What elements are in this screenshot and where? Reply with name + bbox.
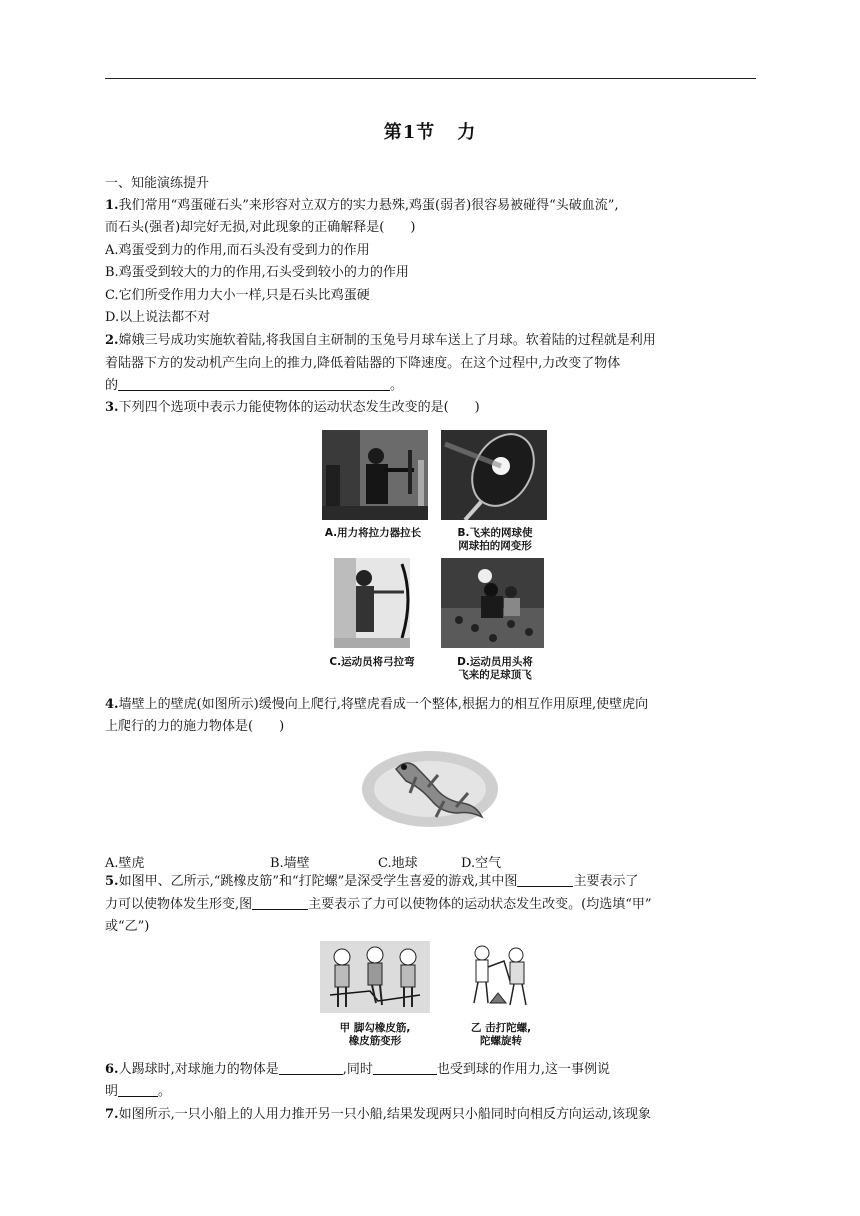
photo-d-graphic [441, 558, 544, 648]
photo-b-tennis-racket [441, 430, 547, 520]
photo-a-graphic [322, 430, 428, 520]
answer-blank[interactable] [118, 378, 390, 391]
gecko-illustration [358, 747, 500, 831]
answer-blank[interactable] [118, 1084, 158, 1097]
question-5-line-3: 或“乙”) [105, 919, 150, 934]
caption-yi: 乙 击打陀螺, 陀螺旋转 [470, 1022, 532, 1047]
question-5-line-2: 力可以使物体发生形变,图 主要表示了力可以使物体的运动状态发生改变。(均选填“甲” [105, 897, 652, 912]
figure-jia-graphic [320, 941, 430, 1013]
photo-c-graphic [334, 558, 410, 648]
caption-c: C.运动员将弓拉弯 [329, 656, 415, 668]
section-heading: 一、知能演练提升 [105, 176, 210, 191]
caption-jia: 甲 脚勾橡皮筋, 橡皮筋变形 [339, 1022, 411, 1047]
question-1-option-c: C.它们所受作用力大小一样,只是石头比鸡蛋硬 [105, 288, 370, 303]
question-1-line-2: 而石头(强者)却完好无损,对此现象的正确解释是( ) [105, 220, 416, 235]
caption-a: A.用力将拉力器拉长 [324, 527, 422, 539]
figure-yi-graphic [460, 941, 542, 1013]
question-7-line-1: 7.如图所示,一只小船上的人用力推开另一只小船,结果发现两只小船同时向相反方向运动,该现象 [105, 1107, 651, 1122]
caption-b: B.飞来的网球使 网球拍的网变形 [457, 527, 533, 552]
question-3-line-1: 3.下列四个选项中表示力能使物体的运动状态发生改变的是( ) [105, 400, 480, 415]
page-title: 第1节 力 [383, 122, 477, 143]
question-1-line-1: 1.我们常用“鸡蛋碰石头”来形容对立双方的实力悬殊,鸡蛋(弱者)很容易被碰得“头破血流”, [105, 198, 619, 213]
question-4-option-c: C.地球 [378, 856, 418, 871]
answer-blank[interactable] [252, 897, 308, 910]
photo-a-exerciser [322, 430, 428, 520]
caption-d: D.运动员用头将 飞来的足球顶飞 [457, 656, 533, 681]
photo-d-soccer-header [441, 558, 544, 648]
question-2-line-3: 的 。 [105, 378, 404, 393]
question-4-option-d: D.空气 [461, 856, 502, 871]
gecko-icon [358, 747, 500, 831]
question-4-line-1: 4.墙壁上的壁虎(如图所示)缓慢向上爬行,将壁虎看成一个整体,根据力的相互作用原理,使壁虎向 [105, 697, 649, 712]
question-1-option-d: D.以上说法都不对 [105, 310, 211, 325]
question-1-option-a: A.鸡蛋受到力的作用,而石头没有受到力的作用 [105, 243, 370, 258]
question-6-line-1: 6.人踢球时,对球施力的物体是 ,同时 也受到球的作用力,这一事例说 [105, 1062, 610, 1077]
question-4-option-a: A.壁虎 [105, 856, 145, 871]
figure-jia-jump-rope [320, 941, 430, 1013]
question-4-option-b: B.墙壁 [270, 856, 310, 871]
question-2-line-2: 着陆器下方的发动机产生向上的推力,降低着陆器的下降速度。在这个过程中,力改变了物体 [105, 356, 621, 371]
question-2-line-1: 2.嫦娥三号成功实施软着陆,将我国自主研制的玉兔号月球车送上了月球。软着陆的过程就是利用 [105, 333, 656, 348]
answer-blank[interactable] [517, 874, 573, 887]
photo-c-archer [334, 558, 410, 648]
question-5-line-1: 5.如图甲、乙所示,“跳橡皮筋”和“打陀螺”是深受学生喜爱的游戏,其中图 主要表示了 [105, 874, 639, 889]
figure-yi-spinning-top [460, 941, 542, 1013]
photo-b-graphic [441, 430, 547, 520]
header-rule [105, 78, 756, 79]
question-6-line-2: 明 。 [105, 1084, 172, 1099]
question-1-option-b: B.鸡蛋受到较大的力的作用,石头受到较小的力的作用 [105, 265, 409, 280]
answer-blank[interactable] [279, 1062, 343, 1075]
question-4-line-2: 上爬行的力的施力物体是( ) [105, 719, 285, 734]
answer-blank[interactable] [373, 1062, 437, 1075]
